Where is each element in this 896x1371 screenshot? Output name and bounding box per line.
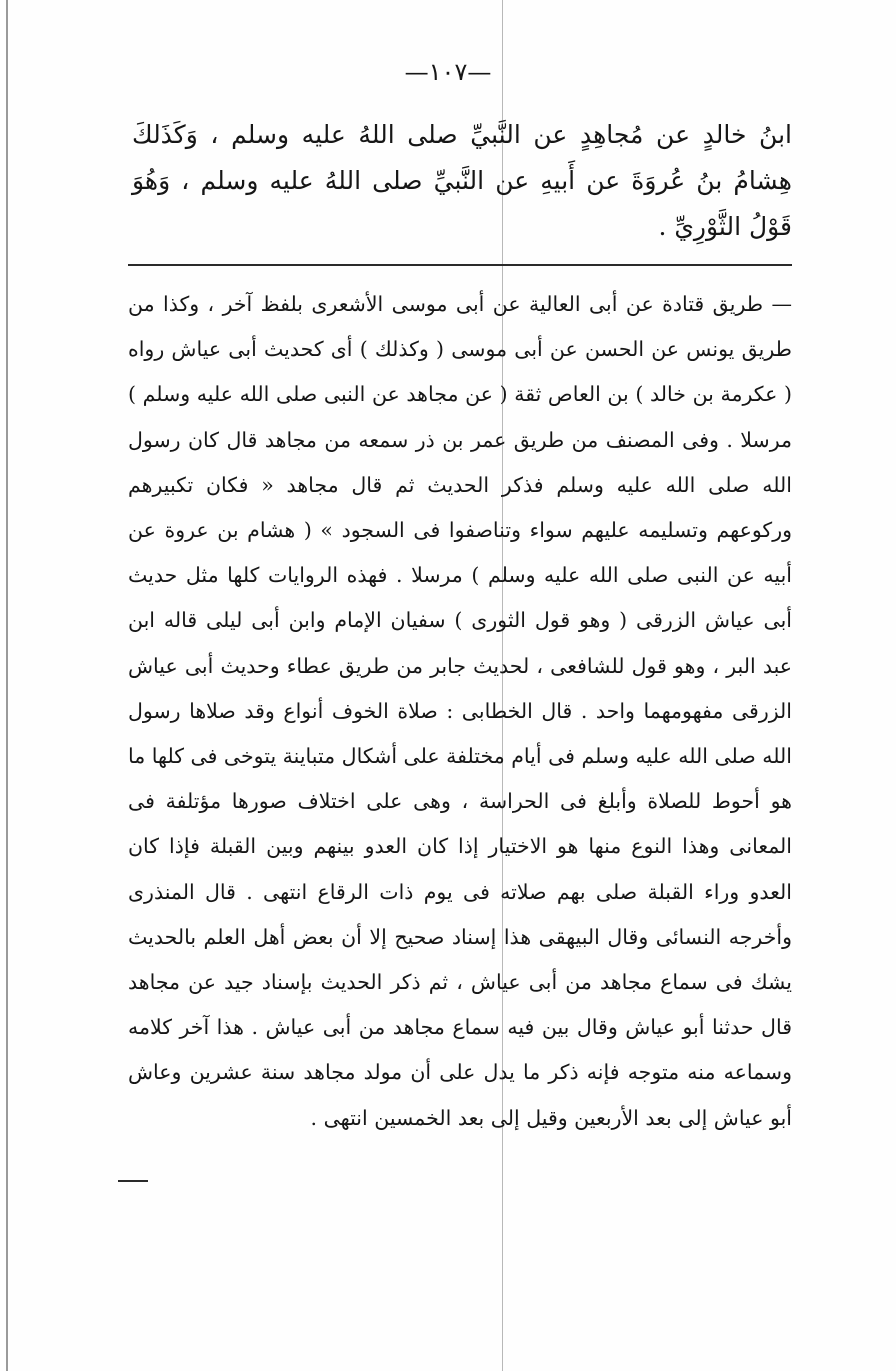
section-divider (128, 264, 792, 266)
page-edge (6, 0, 8, 1371)
page-number: —١٠٧— (404, 58, 492, 86)
commentary-block (128, 282, 792, 1141)
end-dash (118, 1180, 148, 1182)
main-text-block (132, 112, 792, 250)
commentary-text: — طريق قتادة عن أبى العالية عن أبى موسى الأشعرى بلفظ آخر ، وكذا من طريق يونس عن الحسن عن أبى موسى ( وكذلك ) أى كحديث أبى عياش رواه ( عكرمة بن خالد ) بن العاص ثقة ( عن مجاهد عن النبى صلى الله عليه وسلم ) مرسلا . وفى المصنف من طريق عمر بن ذر سمعه من مجاهد قال كان رسول الله صلى الله عليه وسلم فذكر الحديث ثم قال مجاهد « فكان تكبيرهم وركوعهم وتسليمه عليهم سواء وتناصفوا فى السجود » ( هشام بن عروة عن أبيه عن النبى صلى الله عليه وسلم ) مرسلا . فهذه الروايات كلها مثل حديث أبى عياش الزرقى ( وهو قول الثورى ) سفيان الإمام وابن أبى ليلى قاله ابن عبد البر ، وهو قول للشافعى ، لحديث جابر من طريق عطاء وحديث أبى عياش الزرقى مفهومهما واحد . قال الخطابى : صلاة الخوف أنواع وقد صلاها رسول الله صلى الله عليه وسلم فى أيام مختلفة على أشكال متباينة يتوخى فى كلها ما هو أحوط للصلاة وأبلغ فى الحراسة ، وهى على اختلاف صورها مؤتلفة فى المعانى وهذا النوع منها هو الاختيار إذا كان العدو بينهم وبين القبلة فإذا كان العدو وراء القبلة صلى بهم صلاته فى يوم ذات الرقاع انتهى . قال المنذرى وأخرجه النسائى وقال البيهقى هذا إسناد صحيح إلا أن بعض أهل العلم بالحديث يشك فى سماع مجاهد من أبى عياش ، ثم ذكر الحديث بإسناد جيد عن مجاهد قال حدثنا أبو عياش وقال بين فيه سماع مجاهد من أبى عياش . هذا آخر كلامه وسماعه منه متوجه فإنه ذكر ما يدل على أن مولد مجاهد سنة عشرين وعاش أبو عياش إلى بعد الأربعين وقيل إلى بعد الخمسين انتهى . (128, 292, 792, 1130)
main-text: ابنُ خالدٍ عن مُجاهِدٍ عن النَّبيِّ صلى اللهُ عليه وسلم ، وَكَذَلكَ هِشامُ بنُ عُروَةَ عن أَبيهِ عن النَّبيِّ صلى اللهُ عليه وسلم ، وَهُوَ قَوْلُ الثَّوْرِيِّ . (132, 120, 792, 241)
